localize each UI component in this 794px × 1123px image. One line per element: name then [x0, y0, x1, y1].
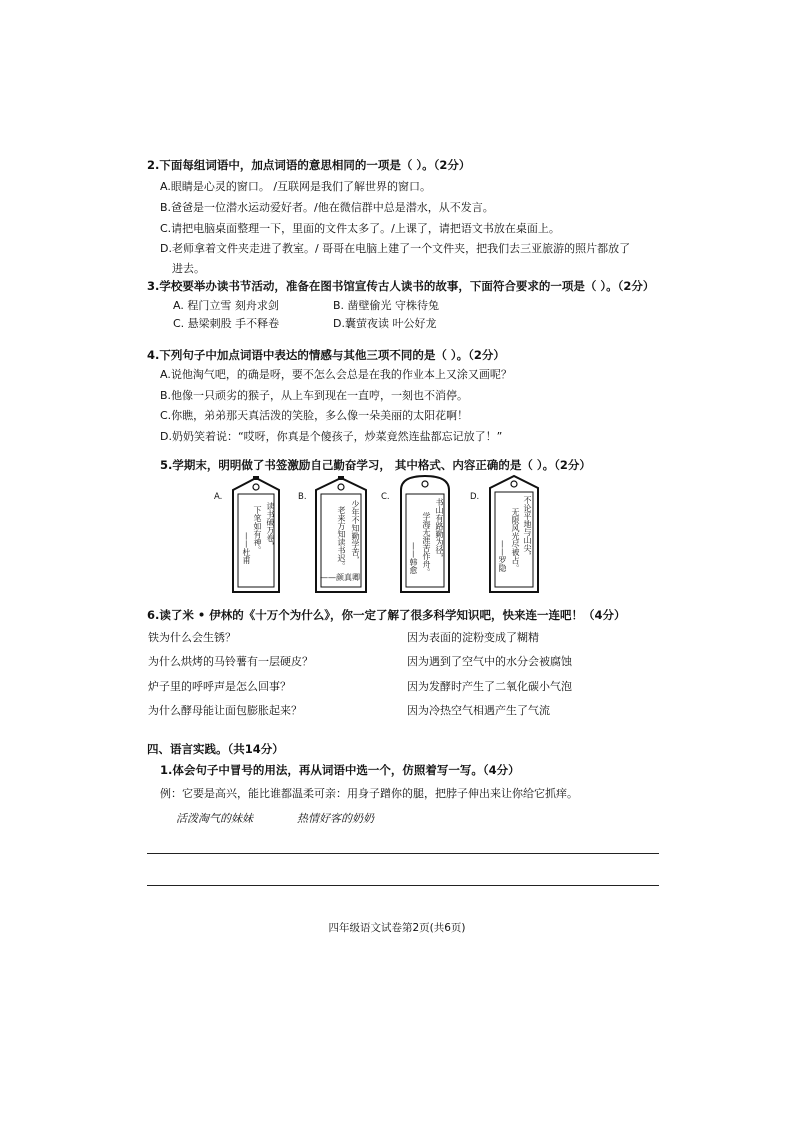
- bookmark-a-line2: 下笔如有神。: [253, 506, 262, 554]
- q6-stem: 6.读了米 • 伊林的《十万个为什么》，你一定了解了很多科学知识吧，快来连一连吧！（4分）: [147, 608, 626, 622]
- bookmark-d: [482, 474, 546, 594]
- bookmark-b-line2: 老来方知读书迟。: [337, 506, 346, 570]
- bookmark-a: [225, 476, 287, 594]
- q4-option-a: A.说他淘气吧，的确是呀，要不怎么会总是在我的作业本上又涂又画呢？: [160, 368, 512, 381]
- bookmark-d-line2: 无限风光尽被占。: [511, 508, 520, 572]
- bookmark-d-author: ——罗隐: [498, 540, 507, 572]
- q6-right-item: 因为冷热空气相遇产生了气流: [407, 704, 550, 717]
- bookmark-c-line1: 书山有路勤为径，: [435, 498, 444, 562]
- q4-option-c: C.你瞧，弟弟那天真活泼的笑脸，多么像一朵美丽的太阳花啊！: [160, 409, 469, 422]
- q4-option-b: B.他像一只顽劣的猴子，从上车到现在一直哼，一刻也不消停。: [160, 389, 469, 402]
- bookmark-c-letter: C.: [381, 492, 390, 502]
- page-footer: 四年级语文试卷第2页(共6页): [328, 922, 466, 934]
- q2-option-a: A.眼睛是心灵的窗口。 /互联网是我们了解世界的窗口。: [160, 180, 432, 193]
- q6-left-item: 为什么烘烤的马铃薯有一层硬皮？: [148, 655, 313, 668]
- section4-example: 例：它要是高兴，能比谁都温柔可亲：用身子蹭你的腿，把脖子伸出来让你给它抓痒。: [160, 787, 578, 800]
- word-choice: 热情好客的奶奶: [297, 812, 374, 825]
- q6-right-item: 因为遇到了空气中的水分会被腐蚀: [407, 655, 572, 668]
- q2-option-b: B.爸爸是一位潜水运动爱好者。/他在微信群中总是潜水，从不发言。: [160, 201, 494, 214]
- q5-stem: 5.学期末，明明做了书签激励自己勤奋学习， 其中格式、内容正确的是（ ）。（2分）: [160, 458, 591, 472]
- q4-option-d: D.奶奶笑着说：“哎呀，你真是个傻孩子，炒菜竟然连盐都忘记放了！”: [160, 430, 503, 443]
- q3-stem: 3.学校要举办读书节活动，准备在图书馆宣传古人读书的故事，下面符合要求的一项是（ ）。（2分）: [147, 279, 655, 293]
- section4-title: 四、语言实践。（共14分）: [147, 742, 284, 756]
- q6-left-item: 炉子里的呼呼声是怎么回事？: [148, 680, 291, 693]
- q3-option-a: A. 程门立雪 刻舟求剑: [173, 299, 279, 312]
- bookmark-c-author: ——韩愈: [409, 542, 418, 574]
- q2-stem: 2.下面每组词语中，加点词语的意思相同的一项是（ ）。（2分）: [147, 158, 471, 172]
- bookmark-c-line2: 学海无涯苦作舟。: [422, 512, 431, 576]
- q6-right-item: 因为发酵时产生了二氧化碳小气泡: [407, 680, 572, 693]
- q3-option-c: C. 悬梁刺股 手不释卷: [173, 317, 280, 330]
- bookmark-b: [308, 476, 374, 594]
- q3-option-b: B. 凿壁偷光 守株待兔: [333, 299, 440, 312]
- q2-option-d-cont: 进去。: [172, 262, 205, 275]
- word-choice: 活泼淘气的妹妹: [176, 812, 253, 825]
- answer-line[interactable]: [147, 885, 659, 886]
- bookmark-a-letter: A.: [214, 492, 223, 502]
- q6-right-item: 因为表面的淀粉变成了糊精: [407, 631, 539, 644]
- section4-q1-stem: 1.体会句子中冒号的用法，再从词语中选一个，仿照着写一写。（4分）: [160, 763, 520, 777]
- bookmark-b-line1: 少年不知勤学苦，: [351, 500, 360, 564]
- q6-left-item: 铁为什么会生锈？: [148, 631, 236, 644]
- bookmark-d-letter: D.: [470, 492, 480, 502]
- q2-option-c: C.请把电脑桌面整理一下，里面的文件太多了。/上课了，请把语文书放在桌面上。: [160, 222, 560, 235]
- answer-line[interactable]: [147, 853, 659, 854]
- bookmark-a-line1: 读书破万卷，: [266, 502, 275, 550]
- bookmark-c: [393, 472, 457, 594]
- q6-left-item: 为什么酵母能让面包膨胀起来？: [148, 704, 302, 717]
- bookmark-b-letter: B.: [298, 492, 307, 502]
- q2-option-d: D.老师拿着文件夹走进了教室。/ 哥哥在电脑上建了一个文件夹，把我们去三亚旅游的照片都放了: [160, 242, 631, 255]
- bookmark-b-author: ——颜真卿: [320, 573, 360, 582]
- bookmark-a-author: ——杜甫: [242, 532, 251, 564]
- q4-stem: 4.下列句子中加点词语中表达的情感与其他三项不同的是（ ）。（2分）: [147, 348, 505, 362]
- bookmark-d-line1: 不论平地与山尖，: [523, 496, 532, 560]
- q3-option-d: D.囊萤夜读 叶公好龙: [333, 317, 437, 330]
